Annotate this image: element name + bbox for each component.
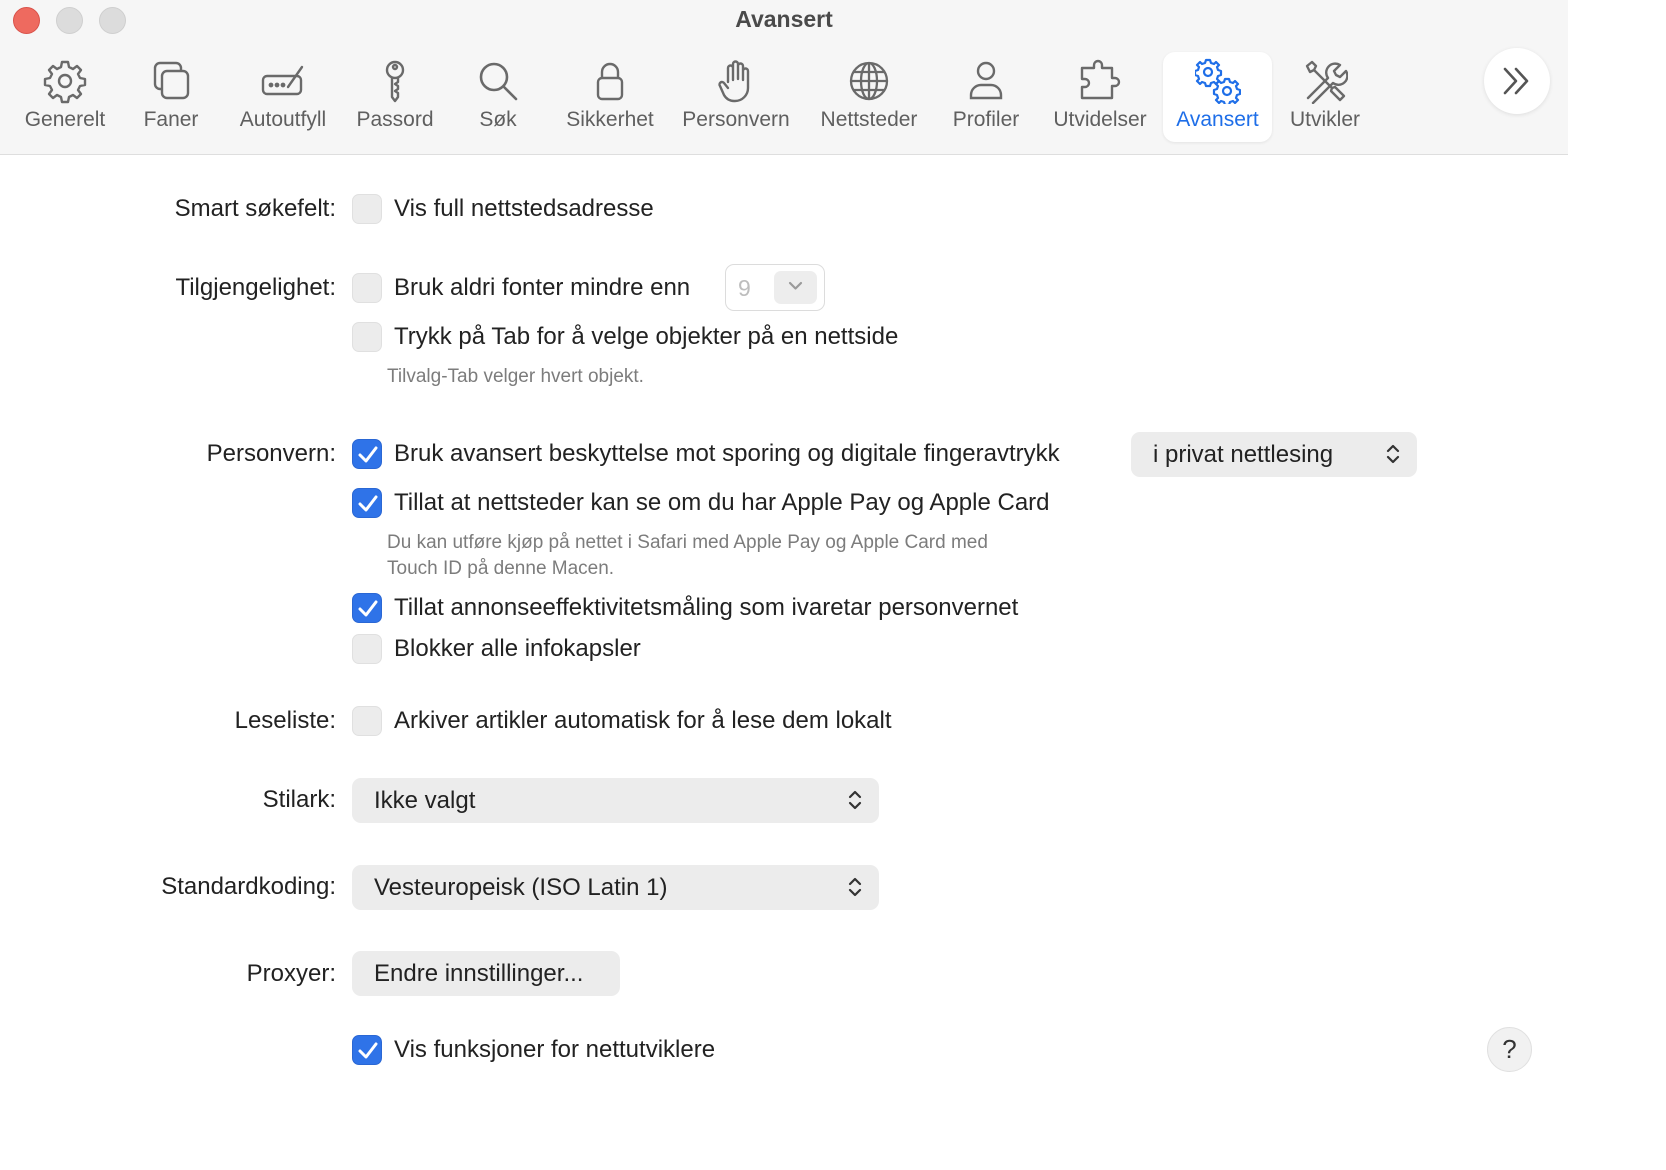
up-down-arrows-icon [848, 876, 862, 898]
protection-scope-select[interactable] [1131, 432, 1417, 477]
min-font-size-select[interactable] [725, 264, 825, 311]
change-proxy-settings-button[interactable] [352, 951, 620, 996]
tab-sok[interactable] [462, 52, 534, 142]
up-down-arrows-icon [848, 789, 862, 811]
tab-label: Faner [143, 108, 199, 131]
window-toolbar [0, 0, 1568, 155]
help-button[interactable]: ? [1487, 1027, 1532, 1072]
puzzle-icon [1077, 58, 1123, 104]
min-font-size-label: Bruk aldri fonter mindre enn [394, 274, 691, 301]
tab-nettsteder[interactable] [810, 52, 928, 142]
show-developer-features-checkbox[interactable] [352, 1035, 382, 1065]
person-icon [963, 58, 1009, 104]
min-font-size-dropdown-button[interactable] [774, 271, 817, 304]
apple-pay-checkbox[interactable] [352, 488, 382, 518]
tab-utvidelser[interactable] [1044, 52, 1156, 142]
tab-hint-text: Tilvalg-Tab velger hvert objekt. [387, 366, 644, 387]
tab-faner[interactable] [130, 52, 212, 142]
more-toolbar-items-button[interactable] [1484, 48, 1550, 114]
tab-sikkerhet[interactable] [558, 52, 662, 142]
tab-label: Avansert [1176, 108, 1259, 131]
archive-articles-label: Arkiver artikler automatisk for å lese dem lokalt [394, 707, 892, 734]
chevron-double-right-icon [1501, 65, 1533, 97]
checkmark-icon [357, 494, 379, 514]
proxies-label: Proxyer: [246, 960, 336, 987]
tab-autoutfyll[interactable] [228, 52, 338, 142]
tab-passord[interactable] [348, 52, 442, 142]
protection-scope-value: i privat nettlesing [1153, 441, 1334, 468]
smart-search-label: Smart søkefelt: [174, 195, 336, 222]
min-font-size-value: 9 [738, 275, 751, 301]
show-full-address-checkbox[interactable] [352, 194, 382, 224]
min-font-size-checkbox[interactable] [352, 273, 382, 303]
tab-personvern[interactable] [676, 52, 796, 142]
reading-list-label: Leseliste: [234, 707, 336, 734]
hand-icon [713, 58, 759, 104]
ad-measurement-label: Tillat annonseeffektivitetsmåling som ivaretar personvernet [394, 594, 1019, 621]
stylesheet-label: Stilark: [262, 786, 336, 813]
block-cookies-label: Blokker alle infokapsler [394, 635, 641, 662]
tab-label: Sikkerhet [566, 108, 654, 131]
tabs-icon [148, 58, 194, 104]
lock-icon [587, 58, 633, 104]
tab-label: Autoutfyll [239, 108, 327, 131]
tab-generelt[interactable] [10, 52, 120, 142]
ad-measurement-checkbox[interactable] [352, 593, 382, 623]
gear-icon [42, 58, 88, 104]
tab-label: Profiler [952, 108, 1020, 131]
stylesheet-select[interactable] [352, 778, 879, 823]
archive-articles-checkbox[interactable] [352, 706, 382, 736]
checkmark-icon [357, 1041, 379, 1061]
key-icon [372, 58, 418, 104]
checkmark-icon [357, 445, 379, 465]
advanced-protection-checkbox[interactable] [352, 439, 382, 469]
stylesheet-value: Ikke valgt [374, 787, 476, 814]
window-title: Avansert [735, 6, 833, 32]
tab-label: Passord [356, 108, 434, 131]
show-full-address-label: Vis full nettstedsadresse [394, 195, 654, 222]
tab-utvikler[interactable] [1280, 52, 1370, 142]
apple-pay-hint-line2: Touch ID på denne Macen. [387, 558, 615, 579]
encoding-value: Vesteuropeisk (ISO Latin 1) [374, 874, 668, 901]
tab-to-highlight-checkbox[interactable] [352, 322, 382, 352]
tab-label: Utvikler [1289, 108, 1360, 131]
tab-label: Søk [479, 108, 517, 131]
encoding-select[interactable] [352, 865, 879, 910]
block-cookies-checkbox[interactable] [352, 634, 382, 664]
show-developer-features-label: Vis funksjoner for nettutviklere [394, 1036, 716, 1063]
autofill-icon [260, 58, 306, 104]
tab-label: Utvidelser [1053, 108, 1147, 131]
globe-icon [846, 58, 892, 104]
tab-label: Generelt [24, 108, 106, 131]
tab-profiler[interactable] [944, 52, 1028, 142]
apple-pay-label: Tillat at nettsteder kan se om du har Apple Pay og Apple Card [394, 489, 1050, 516]
change-proxy-settings-label: Endre innstillinger... [374, 960, 584, 987]
checkmark-icon [357, 599, 379, 619]
accessibility-label: Tilgjengelighet: [175, 274, 336, 301]
tab-to-highlight-label: Trykk på Tab for å velge objekter på en nettside [394, 323, 899, 350]
tab-label: Personvern [682, 108, 790, 131]
search-icon [475, 58, 521, 104]
gears-icon [1195, 58, 1241, 104]
chevron-down-icon [788, 281, 803, 291]
tab-label: Nettsteder [820, 108, 918, 131]
encoding-label: Standardkoding: [161, 873, 336, 900]
up-down-arrows-icon [1386, 443, 1400, 465]
apple-pay-hint-line1: Du kan utføre kjøp på nettet i Safari med Apple Pay og Apple Card med [387, 532, 988, 553]
tools-icon [1302, 58, 1348, 104]
tab-avansert[interactable] [1163, 52, 1272, 142]
advanced-protection-label: Bruk avansert beskyttelse mot sporing og digitale fingeravtrykk [394, 440, 1060, 467]
privacy-label: Personvern: [206, 440, 336, 467]
